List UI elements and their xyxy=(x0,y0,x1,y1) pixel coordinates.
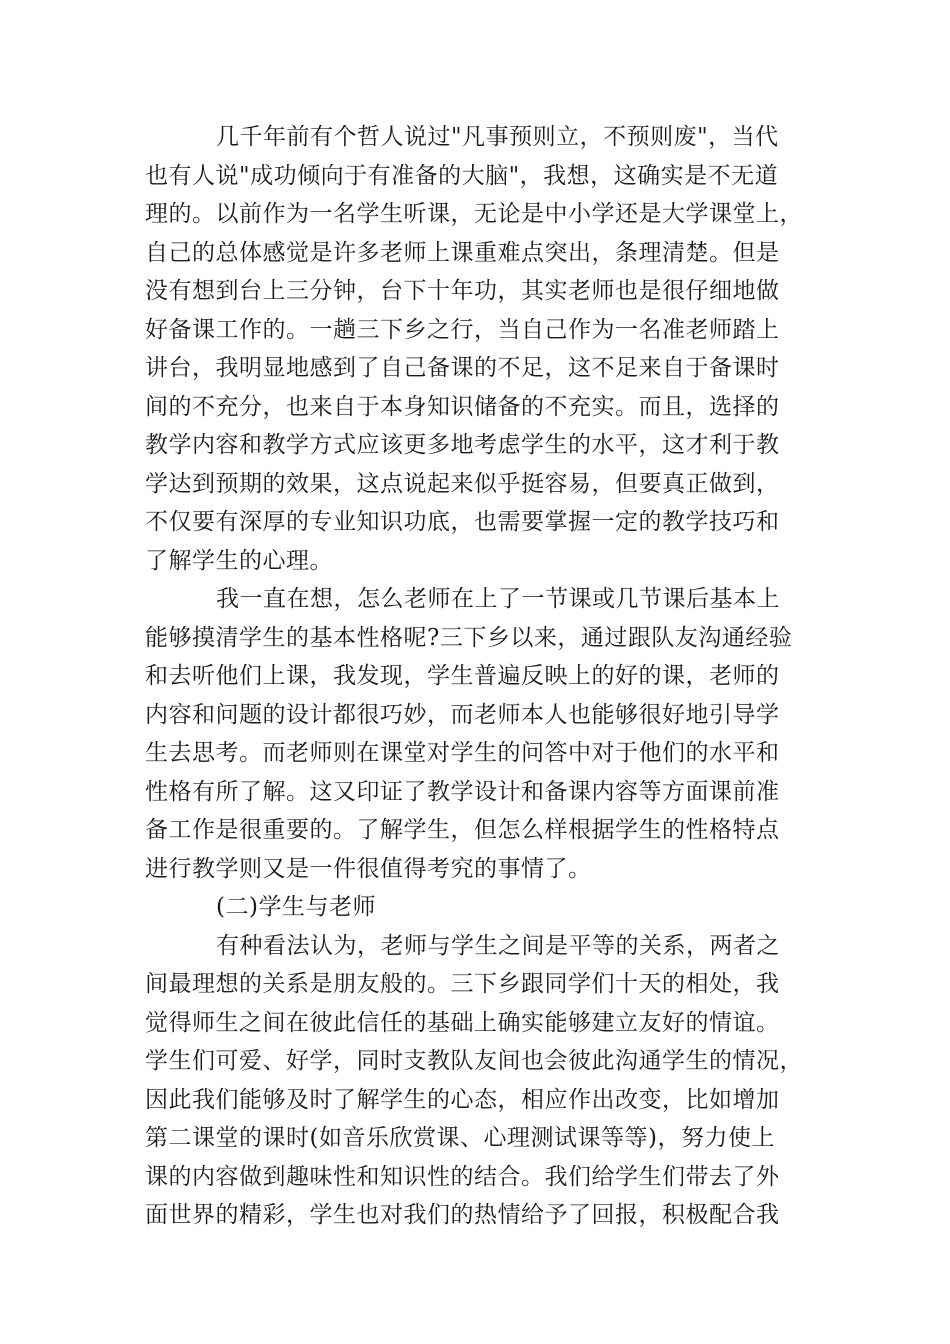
text-line: 学生们可爱、好学，同时支教队友间也会彼此沟通学生的情况， xyxy=(145,1048,803,1074)
text-line: 好备课工作的。一趟三下乡之行，当自己作为一名准老师踏上 xyxy=(145,316,780,343)
text-line: 备工作是很重要的。了解学生，但怎么样根据学生的性格特点 xyxy=(145,817,780,843)
text-line: 没有想到台上三分钟，台下十年功，其实老师也是很仔细地做 xyxy=(145,278,780,304)
text-line: 生去思考。而老师则在课堂对学生的问答中对于他们的水平和 xyxy=(145,740,780,766)
text-line: 几千年前有个哲人说过"凡事预则立，不预则废"，当代 xyxy=(216,124,779,150)
text-line: 我一直在想，怎么老师在上了一节课或几节课后基本上 xyxy=(216,586,780,612)
text-line: 了解学生的心理。 xyxy=(145,547,333,574)
text-line: 不仅要有深厚的专业知识功底，也需要掌握一定的教学技巧和 xyxy=(145,509,780,535)
paragraph-2 xyxy=(145,580,805,888)
text-line: 和去听他们上课，我发现，学生普遍反映上的好的课，老师的 xyxy=(145,663,780,689)
text-line: 面世界的精彩，学生也对我们的热情给予了回报，积极配合我 xyxy=(145,1202,780,1228)
text-line: 自己的总体感觉是许多老师上课重难点突出，条理清楚。但是 xyxy=(145,239,780,266)
text-line: 有种看法认为，老师与学生之间是平等的关系，两者之 xyxy=(216,932,780,959)
text-line: 理的。以前作为一名学生听课，无论是中小学还是大学课堂上， xyxy=(145,201,803,227)
paragraph-1 xyxy=(145,118,805,580)
text-line: 觉得师生之间在彼此信任的基础上确实能够建立友好的情谊。 xyxy=(145,1009,780,1036)
text-line: 内容和问题的设计都很巧妙，而老师本人也能够很好地引导学 xyxy=(145,701,780,728)
text-line: 讲台，我明显地感到了自己备课的不足，这不足来自于备课时 xyxy=(145,355,780,381)
paragraph-3 xyxy=(145,927,805,1235)
text-line: 课的内容做到趣味性和知识性的结合。我们给学生们带去了外 xyxy=(145,1163,780,1190)
text-line: 第二课堂的课时(如音乐欣赏课、心理测试课等等)，努力使上 xyxy=(145,1125,775,1151)
text-line: 性格有所了解。这又印证了教学设计和备课内容等方面课前准 xyxy=(145,778,780,805)
text-line: 间的不充分，也来自于本身知识储备的不充实。而且，选择的 xyxy=(145,393,780,420)
section-heading: (二)学生与老师 xyxy=(216,894,376,920)
text-line: 能够摸清学生的基本性格呢?三下乡以来，通过跟队友沟通经验 xyxy=(145,624,793,651)
text-line: 因此我们能够及时了解学生的心态，相应作出改变，比如增加 xyxy=(145,1086,780,1113)
text-line: 也有人说"成功倾向于有准备的大脑"，我想，这确实是不无道 xyxy=(145,162,779,189)
text-line: 教学内容和教学方式应该更多地考虑学生的水平，这才利于教 xyxy=(145,432,780,458)
document-body xyxy=(145,118,805,1235)
text-line: 间最理想的关系是朋友般的。三下乡跟同学们十天的相处，我 xyxy=(145,971,780,997)
text-line: 进行教学则又是一件很值得考究的事情了。 xyxy=(145,855,592,882)
text-line: 学达到预期的效果，这点说起来似乎挺容易，但要真正做到， xyxy=(145,470,780,497)
